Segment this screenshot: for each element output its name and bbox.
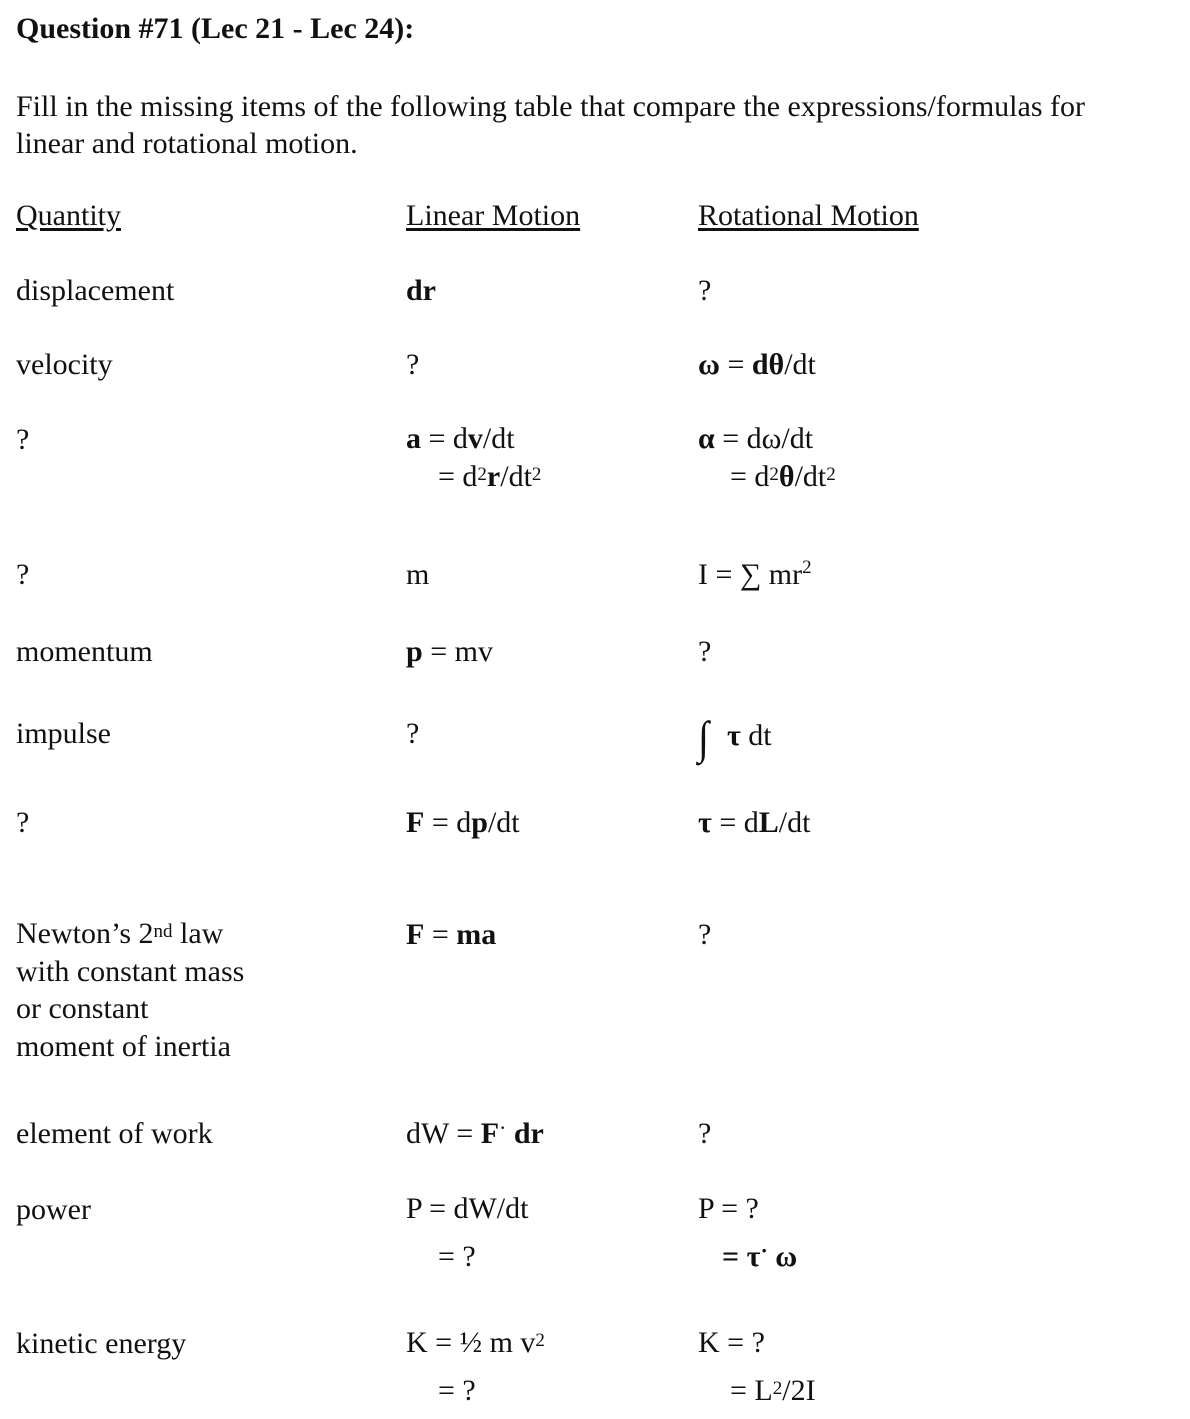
rotational-acceleration: α = dω/dt = $d^2\theta/dt^2$ [698, 422, 836, 493]
rotational-power: P = ? = τ· ω [698, 1192, 798, 1273]
rotational-work-blank: ? [698, 1117, 712, 1150]
quantity-kinetic-energy: kinetic energy [16, 1327, 187, 1360]
linear-power: P = dW/dt = ? [406, 1192, 529, 1273]
quantity-velocity: velocity [16, 348, 113, 381]
integral-icon: ∫ [698, 711, 709, 764]
quantity-element-of-work: element of work [16, 1117, 213, 1150]
linear-mass: m [406, 558, 430, 591]
quantity-impulse: impulse [16, 717, 111, 750]
rotational-displacement-blank: ? [698, 274, 712, 307]
quantity-displacement: displacement [16, 274, 175, 307]
rotational-torque: τ = dL/dt [698, 806, 811, 839]
rotational-impulse: ∫ τ dt [698, 711, 772, 764]
linear-velocity-blank: ? [406, 348, 420, 381]
quantity-force-blank: ? [16, 806, 30, 839]
quantity-newton-second-law: Newton’s 2nd law with constant mass or constant moment of inertia [16, 917, 245, 1063]
intro-line-2: linear and rotational motion. [16, 127, 358, 160]
linear-impulse-blank: ? [406, 717, 420, 750]
linear-displacement: dr [406, 274, 436, 307]
question-title: Question #71 (Lec 21 - Lec 24): [16, 12, 415, 45]
linear-force: F = dp/dt [406, 806, 520, 839]
header-quantity: Quantity [16, 199, 121, 232]
linear-kinetic-energy: K = ½ m $v^2$ = ? [406, 1326, 545, 1407]
linear-newton-law: F = ma [406, 918, 497, 951]
question-intro [16, 88, 1186, 162]
rotational-momentum-blank: ? [698, 635, 712, 668]
quantity-inertia-blank: ? [16, 558, 30, 591]
linear-momentum: p = mv [406, 635, 493, 668]
quantity-power: power [16, 1193, 91, 1226]
rotational-newton-law-blank: ? [698, 918, 712, 951]
rotational-inertia: I = ∑ $mr^2$ [698, 557, 812, 591]
quantity-acceleration-blank: ? [16, 423, 30, 456]
header-linear-motion: Linear Motion [406, 199, 581, 232]
linear-work: dW = F· dr [406, 1115, 544, 1150]
rotational-kinetic-energy: K = ? = $L^2/2I$ [698, 1326, 816, 1407]
linear-acceleration: a = dv/dt = $d^2r/dt^2$ [406, 422, 542, 493]
rotational-velocity: ω = dθ/dt [698, 348, 816, 381]
quantity-momentum: momentum [16, 635, 153, 668]
intro-line-1: Fill in the missing items of the following table that compare the expressions/formulas for [16, 90, 1085, 123]
header-rotational-motion: Rotational Motion [698, 199, 919, 232]
